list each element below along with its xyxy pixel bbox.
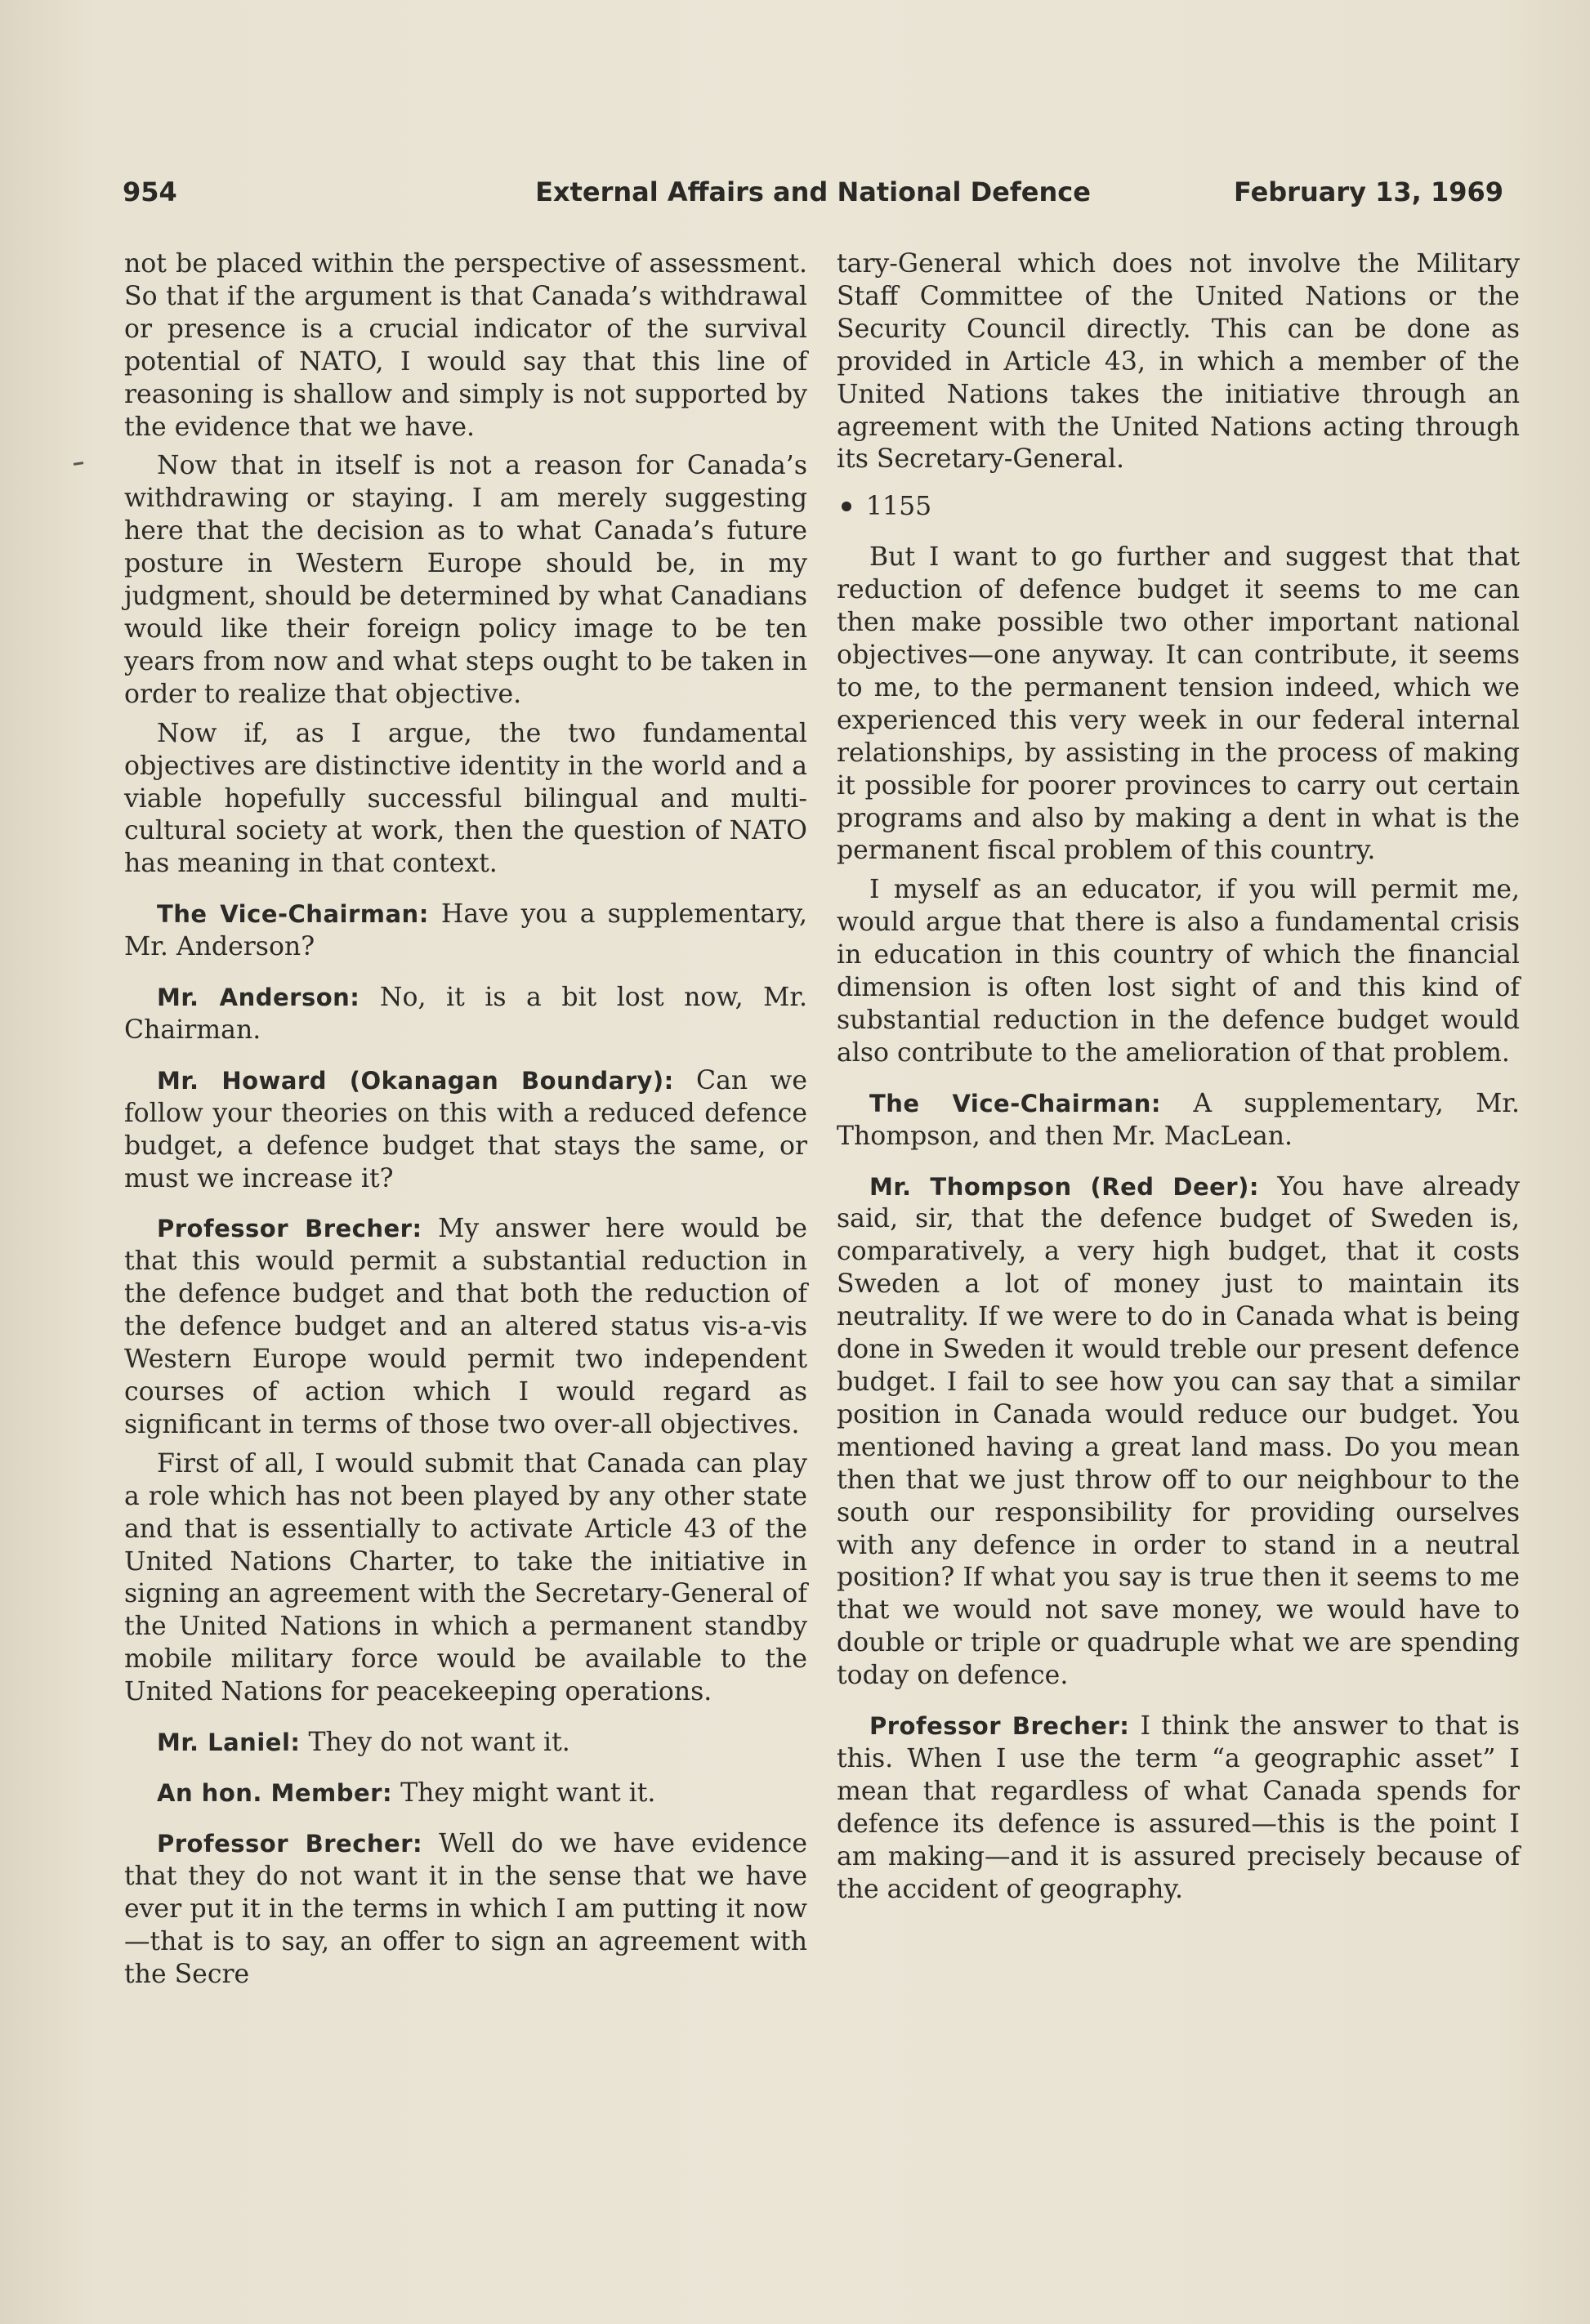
speaker-name: Professor Brecher:	[157, 1829, 423, 1858]
speech-text: They do not want it.	[300, 1728, 570, 1758]
speech-text: They might want it.	[392, 1778, 656, 1808]
right-column	[837, 248, 1520, 1913]
speech-text: Can we follow your theories on this with a reduced defence budget, a defence budget that stays the same, or must we increase it?	[124, 1065, 807, 1193]
speaker-name: Professor Brecher:	[157, 1215, 422, 1243]
speech	[124, 899, 807, 964]
speech	[837, 1711, 1520, 1906]
time-marker-label: 1155	[866, 492, 932, 522]
paragraph: Now if, as I argue, the two fundamental objectives are distinctive identity in the world and a viable hopefully successful bilingual and multi-cultural society at work, then the question of NATO has meaning in that context.	[124, 718, 807, 879]
paragraph: I myself as an educator, if you will permit me, would argue that there is also a fundamental crisis in education in this country of which the financial dimension is often lost sight of and this kind of substantial reduction in the defence budget would also contribute to the amelioration of that problem.	[837, 875, 1520, 1068]
paragraph: tary-General which does not involve the Military Staff Committee of the United Nations or the Security Council directly. This can be done as provided in Article 43, in which a member of the United Nations takes the initiative through an agreement with the United Nations acting through its Secretary-General.	[837, 249, 1520, 475]
speech-text: My answer here would be that this would permit a substantial reduction in the defence budget and that both the reduction of the defence budget and an altered status vis-a-vis Western Europe would permit two independent courses of action which I would regard as significant in terms of those two over-all objectives.	[124, 1214, 807, 1439]
speech	[124, 1828, 807, 1992]
speaker-name: The Vice-Chairman:	[869, 1089, 1162, 1117]
speech-text: No, it is a bit lost now, Mr. Chairman.	[124, 983, 807, 1045]
speaker-name: The Vice-Chairman:	[157, 900, 429, 929]
margin-mark	[74, 462, 83, 466]
speech	[124, 1213, 807, 1441]
speaker-name: Mr. Howard (Okanagan Boundary):	[157, 1066, 674, 1095]
speech	[124, 1778, 807, 1810]
speaker-name: Mr. Laniel:	[157, 1729, 301, 1757]
speech-text: You have already said, sir, that the defence budget of Sweden is, comparatively, a very high budget, that it costs Sweden a lot of money just to maintain its neutrality. If we were to do in Canada what is being done in Sweden it would treble our present defence budget. I fail to see how you can say that a similar position in Canada would reduce our budget. You mentioned having a great land mass. Do you mean then that we just throw off to our neighbour to the south our responsibility for providing ourselves with any defence in order to stand in a neutral position? If what you say is true then it seems to me that we would not save money, we would have to double or triple or quadruple what we are spending today on defence.	[837, 1171, 1520, 1691]
speech	[837, 1171, 1520, 1693]
left-column	[124, 248, 807, 1997]
speaker-name: An hon. Member:	[157, 1778, 393, 1807]
paragraph: But I want to go further and suggest that that reduction of defence budget it seems to me can then make possible two other important national objectives—one anyway. It can contribute, it seems to me, to the permanent tension indeed, which we experienced this very week in our federal internal relationships, by assisting in the process of making it possible for poorer provinces to carry out certain programs and also by making a dent in what is the permanent fiscal problem of this country.	[837, 542, 1520, 866]
speaker-name: Mr. Thompson (Red Deer):	[869, 1172, 1259, 1201]
page-number: 954	[123, 176, 177, 207]
running-title: External Affairs and National Defence	[535, 176, 1091, 207]
speech	[124, 982, 807, 1047]
speech	[124, 1065, 807, 1196]
speech-text: A supplementary, Mr. Thompson, and then Mr. MacLean.	[837, 1088, 1520, 1151]
running-header	[123, 176, 1503, 214]
speaker-name: Mr. Anderson:	[157, 984, 360, 1012]
time-marker	[837, 491, 1520, 524]
speech	[837, 1088, 1520, 1153]
speech-text: Have you a supplementary, Mr. Anderson?	[124, 899, 808, 962]
header-date: February 13, 1969	[1234, 176, 1503, 207]
speech-text: Well do we have evidence that they do not want it in the sense that we have ever put it in the terms in which I am putting it now—that is to say, an offer to sign an agreement with the Secre	[124, 1828, 807, 1989]
speech	[124, 1727, 807, 1760]
speech-text: I think the answer to that is this. When I use the term “a geographic asset” I mean that regardless of what Canada spends for defence its defence is assured—this is the point I am making—and it is assured precisely because of the accident of geography.	[837, 1711, 1520, 1904]
paragraph: not be placed within the perspective of assessment. So that if the argument is that Canada’s withdrawal or presence is a crucial indicator of the survival potential of NATO, I would say that this line of reasoning is shallow and simply is not supported by the evidence that we have.	[124, 249, 807, 442]
paragraph: Now that in itself is not a reason for Canada’s withdrawing or staying. I am merely suggesting here that the decision as to what Canada’s future posture in Western Europe should be, in my judgment, should be determined by what Canadians would like their foreign policy image to be ten years from now and what steps ought to be taken in order to realize that objective.	[124, 451, 807, 709]
paragraph: First of all, I would submit that Canada can play a role which has not been played by any other state and that is essentially to activate Article 43 of the United Nations Charter, to take the initiative in signing an agreement with the Secretary-General of the United Nations in which a permanent standby mobile military force would be available to the United Nations for peacekeeping operations.	[124, 1448, 807, 1707]
speaker-name: Professor Brecher:	[869, 1712, 1130, 1741]
bullet-icon	[842, 502, 851, 511]
